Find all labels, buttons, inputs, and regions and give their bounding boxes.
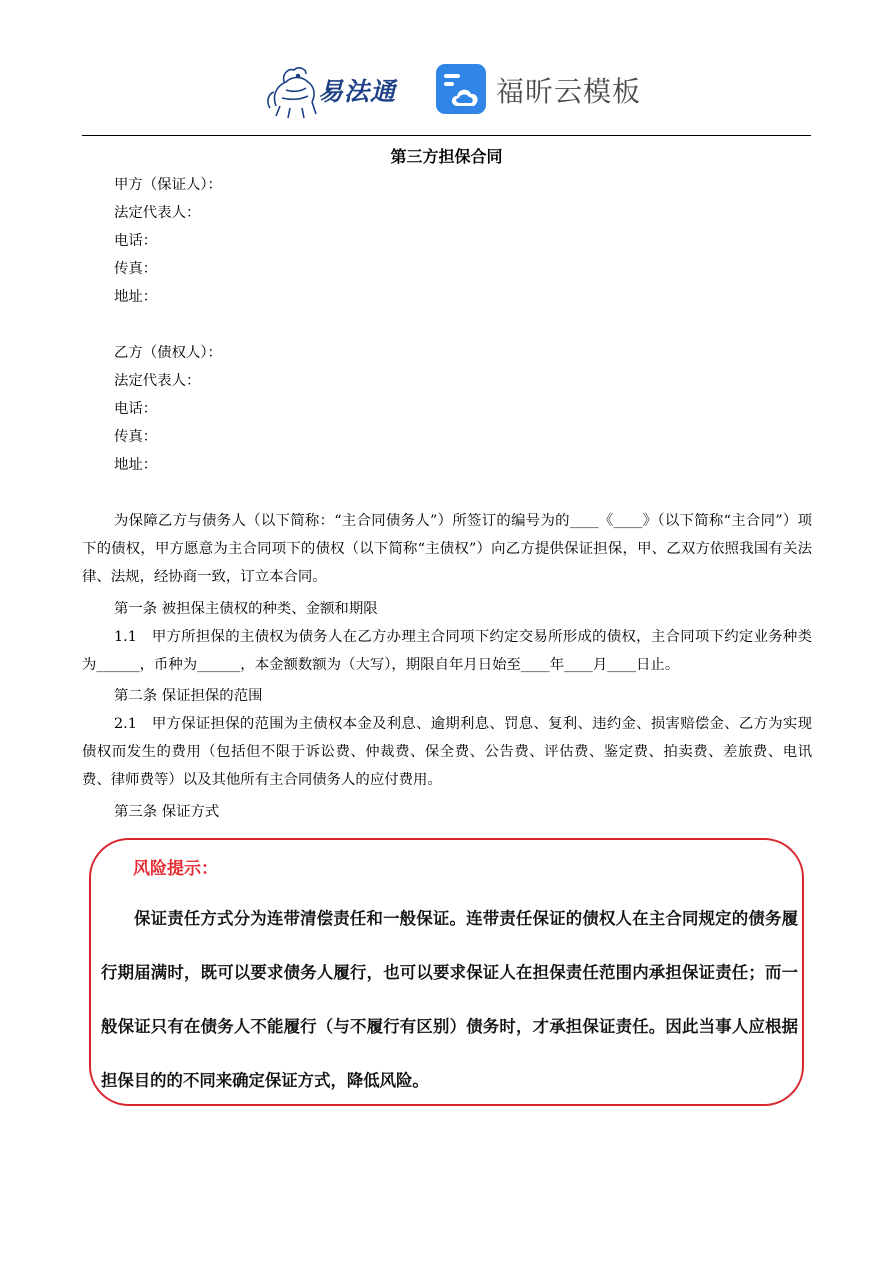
risk-warning-box xyxy=(89,838,804,1106)
risk-warning-title: 风险提示： xyxy=(133,859,218,879)
party-a-legal-rep: 法定代表人： xyxy=(114,205,201,221)
party-b-legal-rep: 法定代表人： xyxy=(114,373,201,389)
page-header xyxy=(0,56,893,128)
yifatong-logo-text: 易法通 xyxy=(318,77,397,106)
qilin-emblem-icon xyxy=(262,62,322,120)
party-a-address: 地址： xyxy=(114,289,158,305)
article-3-heading: 第三条 保证方式 xyxy=(114,804,220,820)
party-b-fax: 传真： xyxy=(114,429,158,445)
party-b-address: 地址： xyxy=(114,457,158,473)
foxit-template-logo-text: 福昕云模板 xyxy=(496,75,642,108)
party-a-phone: 电话： xyxy=(114,233,158,249)
header-divider xyxy=(82,135,811,136)
article-1-heading: 第一条 被担保主债权的种类、金额和期限 xyxy=(114,601,378,617)
article-2-heading: 第二条 保证担保的范围 xyxy=(114,688,263,704)
foxit-cloud-icon xyxy=(436,64,486,114)
party-b-creditor: 乙方（债权人）： xyxy=(114,345,222,361)
document-title: 第三方担保合同 xyxy=(390,147,503,166)
risk-warning-body: 保证责任方式分为连带清偿责任和一般保证。连带责任保证的债权人在主合同规定的债务履行期届满时，既可以要求债务人履行，也可以要求保证人在担保责任范围内承担保证责任；而一般保证只有在债务人不能履行（与不履行有区别）债务时，才承担保证责任。因此当事人应根据担保目的的不同来确定保证方式，降低风险。 xyxy=(101,909,798,1090)
party-b-phone: 电话： xyxy=(114,401,158,417)
preamble-paragraph: 为保障乙方与债务人（以下简称：“主合同债务人”）所签订的编号为的____《____》（以下简称“主合同”）项下的债权，甲方愿意为主合同项下的债权（以下简称“主债权”）向乙方提供保证担保，甲、乙双方依照我国有关法律、法规，经协商一致，订立本合同。 xyxy=(82,513,812,585)
party-a-fax: 传真： xyxy=(114,261,158,277)
clause-2-1: 2.1 甲方保证担保的范围为主债权本金及利息、逾期利息、罚息、复利、违约金、损害赔偿金、乙方为实现债权而发生的费用（包括但不限于诉讼费、仲裁费、保全费、公告费、评估费、鉴定费、拍卖费、差旅费、电讯费、律师费等）以及其他所有主合同债务人的应付费用。 xyxy=(82,716,812,788)
party-a-guarantor: 甲方（保证人）： xyxy=(114,177,222,193)
clause-1-1: 1.1 甲方所担保的主债权为债务人在乙方办理主合同项下约定交易所形成的债权，主合同项下约定业务种类为______，币种为______，本金额数额为（大写），期限自年月日始至____年____月____日止。 xyxy=(82,629,812,673)
